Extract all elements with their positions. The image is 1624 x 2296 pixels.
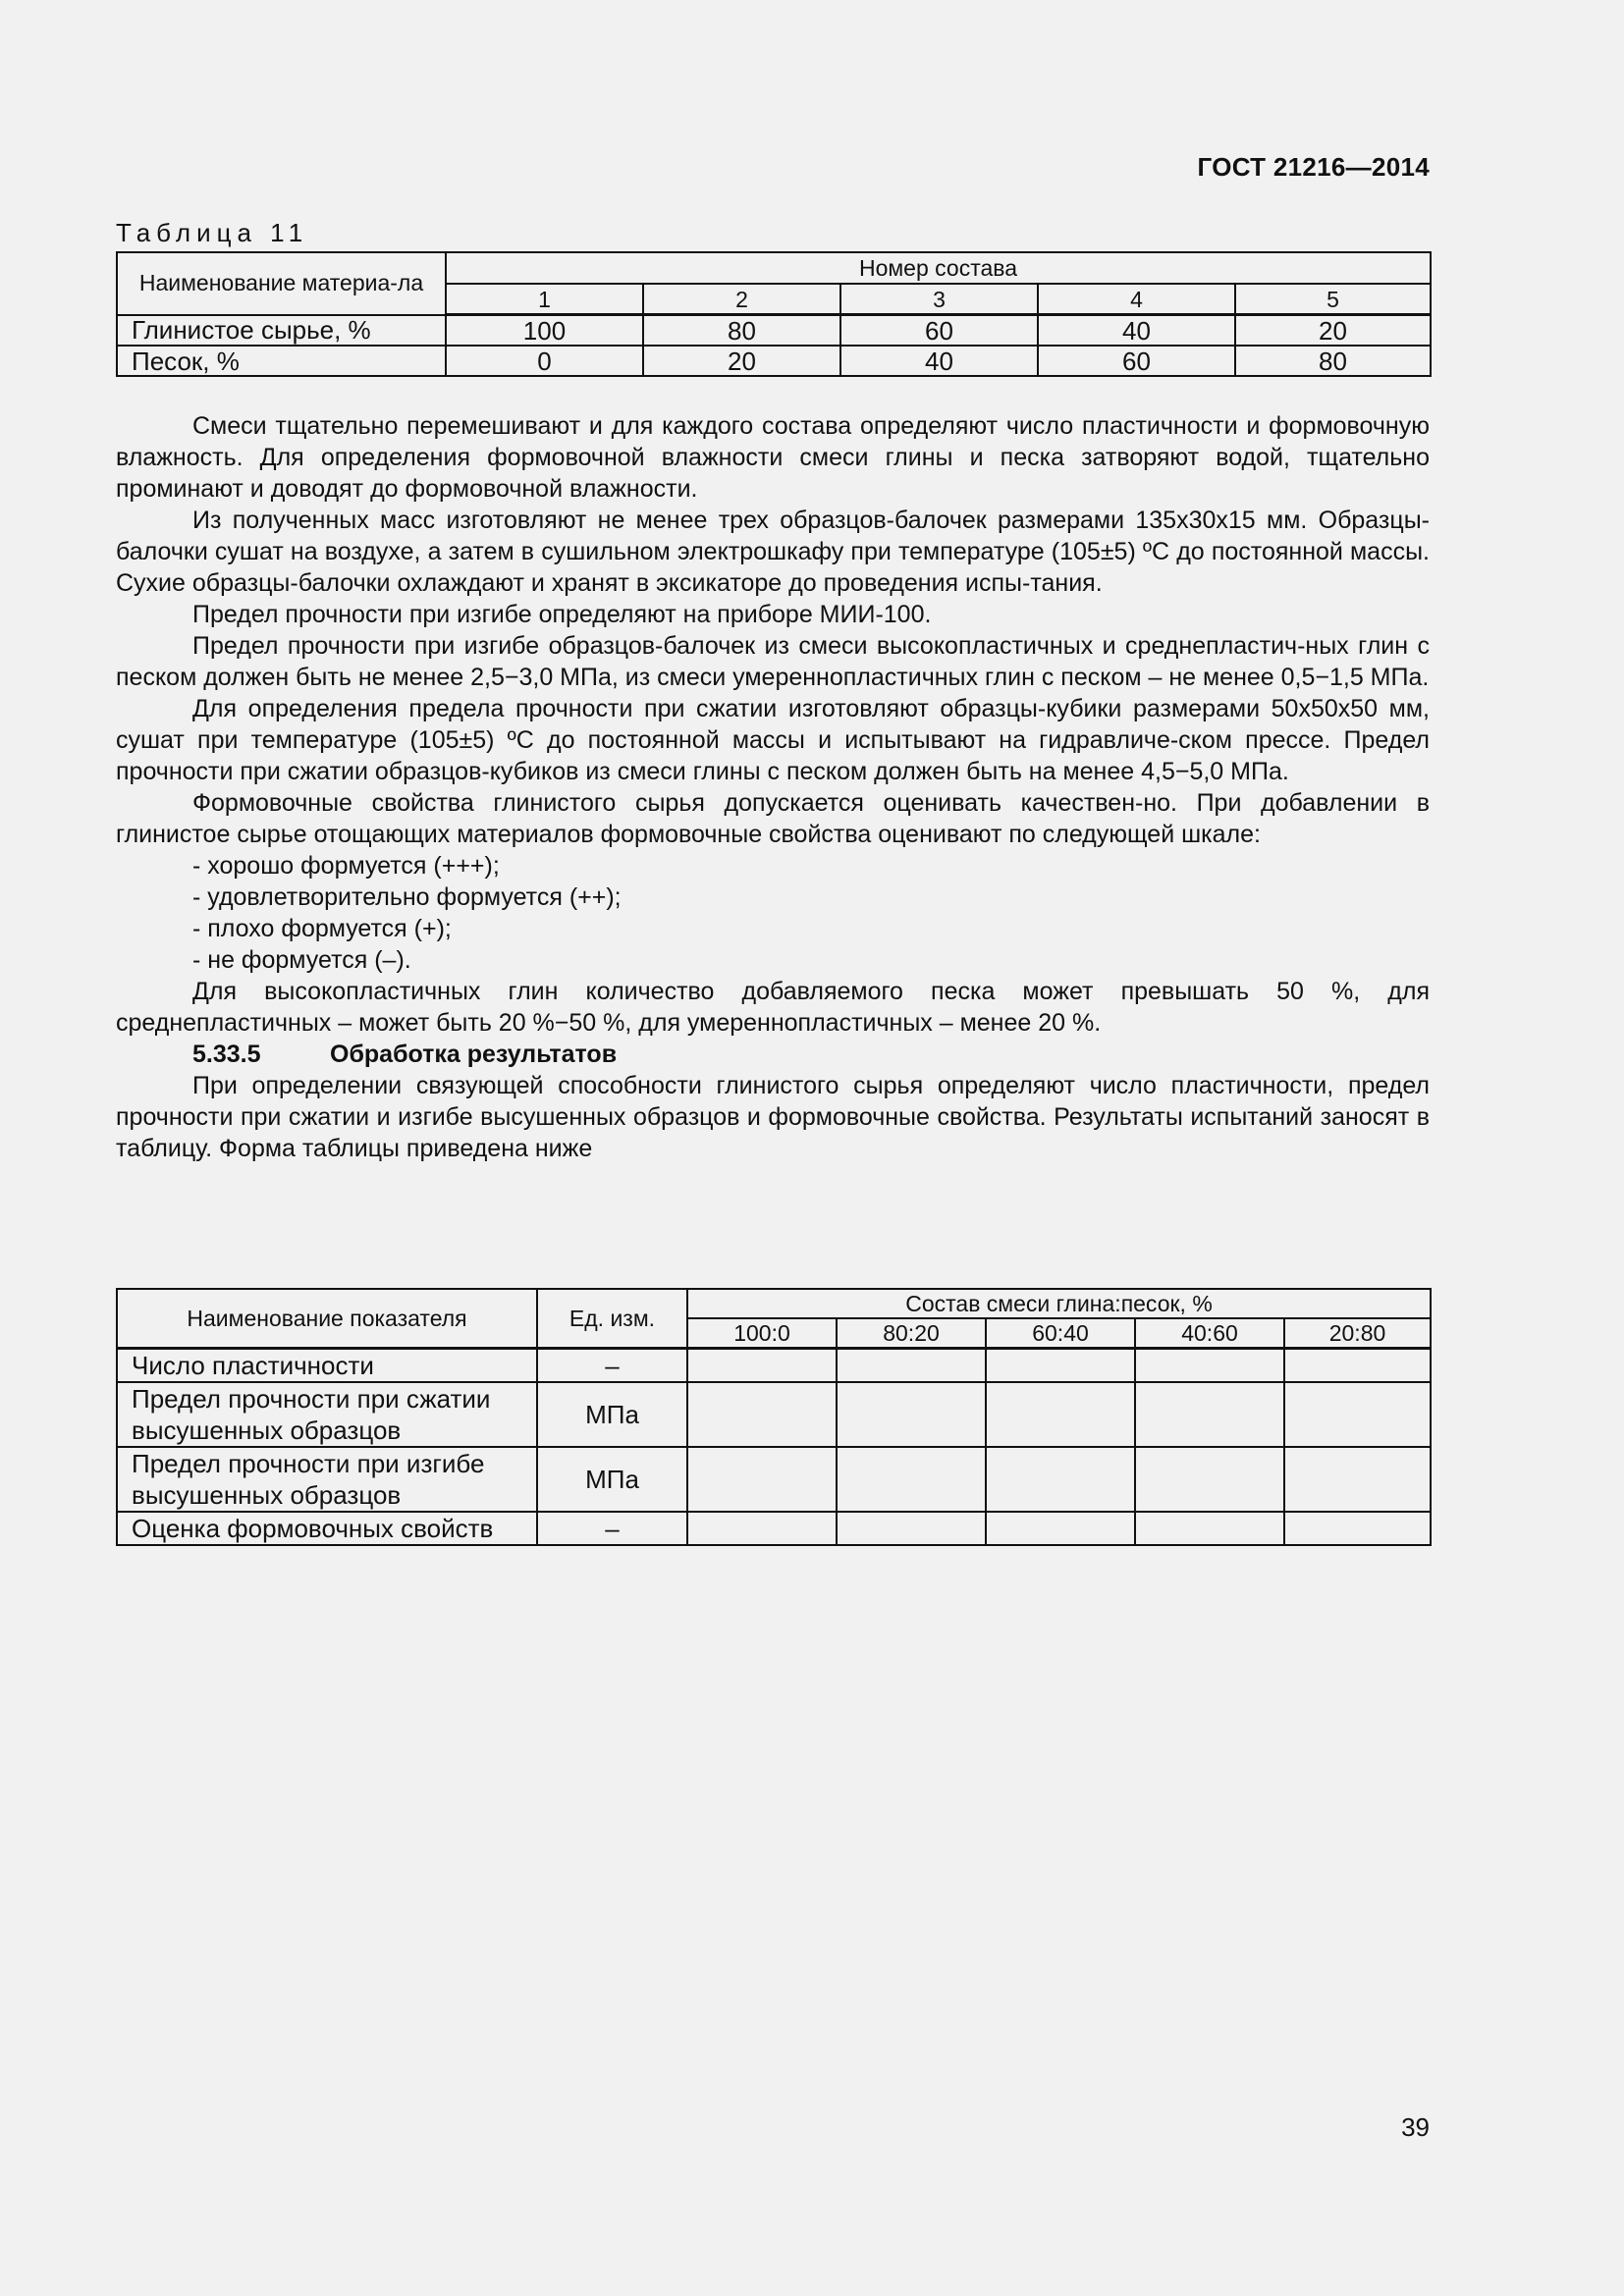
table-cell <box>1135 1349 1284 1383</box>
results-table-col-header: 80:20 <box>837 1318 986 1349</box>
table-row <box>117 346 1431 376</box>
standard-header: ГОСТ 21216—2014 <box>1197 152 1430 182</box>
results-table-col-header: 20:80 <box>1284 1318 1431 1349</box>
table-cell <box>1135 1382 1284 1447</box>
results-table-group-header: Состав смеси глина:песок, % <box>687 1289 1431 1318</box>
results-table-name-header: Наименование показателя <box>117 1289 537 1349</box>
list-item: - удовлетворительно формуется (++); <box>192 883 622 911</box>
table-cell: 80 <box>1235 346 1431 376</box>
table-11-row-name: Глинистое сырье, % <box>117 315 446 347</box>
results-row-name: Число пластичности <box>117 1349 537 1383</box>
results-table <box>116 1288 1432 1546</box>
table-row <box>117 1382 1431 1447</box>
table-cell <box>1135 1447 1284 1512</box>
list-item: - плохо формуется (+); <box>192 915 452 942</box>
table-cell <box>986 1512 1135 1545</box>
results-table-col-header: 60:40 <box>986 1318 1135 1349</box>
body-text <box>116 410 1430 1164</box>
table-11-col-header: 4 <box>1038 284 1235 315</box>
table-cell: 80 <box>643 315 840 347</box>
table-11-col-header: 3 <box>840 284 1038 315</box>
table-cell: 40 <box>840 346 1038 376</box>
page-number: 39 <box>1401 2112 1430 2142</box>
table-row <box>117 1447 1431 1512</box>
paragraph: Для определения предела прочности при сжатии изготовляют образцы-кубики размерами 50х50х50 мм, сушат при температуре (105±5) ºС до постоянной массы и испытывают на гидравличе-ском прессе. Предел прочности при сжатии образцов-кубиков из смеси глины с песком должен быть на менее 4,5−5,0 МПа. <box>116 695 1430 785</box>
table-row <box>117 1512 1431 1545</box>
results-table-col-header: 100:0 <box>687 1318 837 1349</box>
table-11 <box>116 251 1432 377</box>
results-row-name: Предел прочности при сжатии высушенных образцов <box>117 1382 537 1447</box>
paragraph: Из полученных масс изготовляют не менее трех образцов-балочек размерами 135х30х15 мм. Образцы-балочки сушат на воздухе, а затем в сушильном электрошкафу при температуре (105±5) ºС до постоянной массы. Сухие образцы-балочки охлаждают и хранят в эксикаторе до проведения испы-тания. <box>116 507 1430 597</box>
table-11-col-header: 2 <box>643 284 840 315</box>
table-cell: 60 <box>1038 346 1235 376</box>
results-row-unit: МПа <box>537 1447 687 1512</box>
table-cell: 0 <box>446 346 643 376</box>
paragraph: Формовочные свойства глинистого сырья допускается оценивать качествен-но. При добавлении в глинистое сырье отощающих материалов формовочные свойства оценивают по следующей шкале: <box>116 789 1430 848</box>
table-cell <box>687 1382 837 1447</box>
section-heading <box>116 1039 1430 1070</box>
table-cell <box>1284 1512 1431 1545</box>
paragraph: Предел прочности при изгибе определяют на приборе МИИ-100. <box>192 601 932 628</box>
table-row <box>117 315 1431 347</box>
list-item: - не формуется (–). <box>192 946 411 974</box>
table-11-caption: Таблица 11 <box>116 218 309 247</box>
table-cell <box>687 1512 837 1545</box>
table-cell <box>837 1382 986 1447</box>
results-row-name: Оценка формовочных свойств <box>117 1512 537 1545</box>
paragraph: Смеси тщательно перемешивают и для каждого состава определяют число пластичности и формовочную влажность. Для определения формовочной влажности смеси глины и песка затворяют водой, тщательно проминают и доводят до формовочной влажности. <box>116 412 1430 503</box>
table-cell <box>837 1447 986 1512</box>
section-number: 5.33.5 <box>192 1041 261 1068</box>
results-table-unit-header: Ед. изм. <box>537 1289 687 1349</box>
table-cell <box>1135 1512 1284 1545</box>
table-11-row-name: Песок, % <box>117 346 446 376</box>
table-11-name-header: Наименование материа-ла <box>117 252 446 315</box>
table-cell <box>687 1349 837 1383</box>
paragraph: Для высокопластичных глин количество добавляемого песка может превышать 50 %, для среднепластичных – может быть 20 %−50 %, для умереннопластичных – менее 20 %. <box>116 978 1430 1037</box>
table-11-col-header: 1 <box>446 284 643 315</box>
results-row-unit: – <box>537 1512 687 1545</box>
table-cell: 60 <box>840 315 1038 347</box>
list-item: - хорошо формуется (+++); <box>192 852 500 880</box>
table-cell <box>986 1382 1135 1447</box>
table-11-header-row <box>117 252 1431 284</box>
results-row-unit: – <box>537 1349 687 1383</box>
results-table-col-header: 40:60 <box>1135 1318 1284 1349</box>
paragraph: Предел прочности при изгибе образцов-балочек из смеси высокопластичных и среднепластич-ных глин с песком должен быть не менее 2,5−3,0 МПа, из смеси умереннопластичных глин с песком – не менее 0,5−1,5 МПа. <box>116 632 1430 691</box>
table-cell <box>986 1349 1135 1383</box>
table-11-group-header: Номер состава <box>446 252 1431 284</box>
table-11-col-header: 5 <box>1235 284 1431 315</box>
table-row <box>117 1349 1431 1383</box>
paragraph: При определении связующей способности глинистого сырья определяют число пластичности, предел прочности при сжатии и изгибе высушенных образцов и формовочные свойства. Результаты испытаний заносят в таблицу. Форма таблицы приведена ниже <box>116 1072 1430 1162</box>
table-cell <box>1284 1349 1431 1383</box>
table-cell: 100 <box>446 315 643 347</box>
table-cell: 40 <box>1038 315 1235 347</box>
results-row-unit: МПа <box>537 1382 687 1447</box>
table-cell: 20 <box>1235 315 1431 347</box>
table-cell <box>837 1349 986 1383</box>
results-table-header-row <box>117 1289 1431 1318</box>
table-cell <box>1284 1382 1431 1447</box>
table-cell <box>837 1512 986 1545</box>
table-cell: 20 <box>643 346 840 376</box>
results-row-name: Предел прочности при изгибе высушенных образцов <box>117 1447 537 1512</box>
table-cell <box>1284 1447 1431 1512</box>
section-title: Обработка результатов <box>330 1041 618 1068</box>
table-cell <box>687 1447 837 1512</box>
table-cell <box>986 1447 1135 1512</box>
